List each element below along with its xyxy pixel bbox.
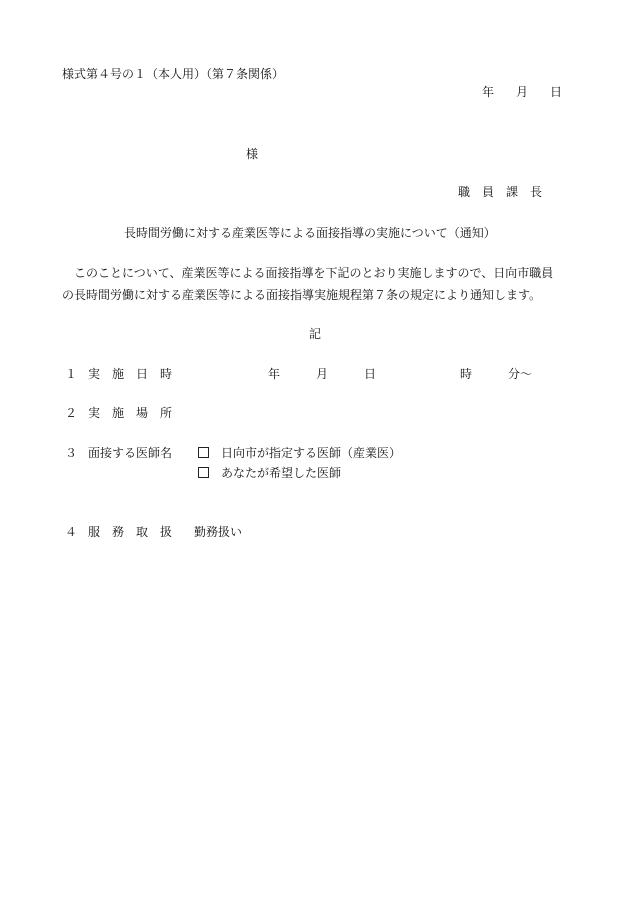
body-text-line-2: の長時間労働に対する産業医等による面接指導実施規程第７条の規定により通知します。 xyxy=(62,288,542,302)
doctor-option-requested[interactable] xyxy=(198,467,341,479)
item-number-4: ４ xyxy=(65,525,78,539)
body-text-line-1: このことについて、産業医等による面接指導を下記のとおり実施しますので、日向市職員 xyxy=(74,266,554,280)
ki-heading: 記 xyxy=(309,327,322,341)
addressee-suffix: 様 xyxy=(246,147,259,161)
item-label-place: 実 施 場 所 xyxy=(88,406,173,420)
form-number: 様式第４号の１（本人用）（第７条関係） xyxy=(62,67,285,81)
item-label-treatment: 服 務 取 扱 xyxy=(88,525,173,539)
checkbox-designated-doctor[interactable] xyxy=(198,447,209,458)
sender: 職 員 課 長 xyxy=(458,185,543,199)
item-label-doctor: 面接する医師名 xyxy=(88,446,173,460)
item-value-datetime: 年 月 日 時 分～ xyxy=(268,367,533,381)
date-line xyxy=(482,86,562,98)
date-year: 年 xyxy=(482,85,495,99)
checkbox-requested-doctor[interactable] xyxy=(198,467,209,478)
date-month: 月 xyxy=(516,85,529,99)
item-number-3: ３ xyxy=(65,446,78,460)
item-number-2: ２ xyxy=(65,406,78,420)
doctor-option-designated[interactable] xyxy=(198,447,401,459)
date-day: 日 xyxy=(550,85,563,99)
item-number-1: １ xyxy=(65,367,78,381)
doctor-option-requested-label: あなたが希望した医師 xyxy=(221,466,342,480)
item-value-treatment: 勤務扱い xyxy=(194,525,243,539)
item-label-datetime: 実 施 日 時 xyxy=(88,367,173,381)
document-title: 長時間労働に対する産業医等による面接指導の実施について（通知） xyxy=(124,226,496,240)
doctor-option-designated-label: 日向市が指定する医師（産業医） xyxy=(221,446,402,460)
